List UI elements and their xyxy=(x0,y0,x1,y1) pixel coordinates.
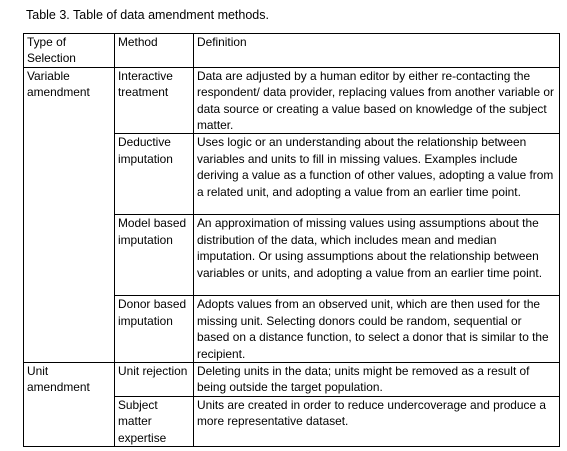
method-cell: Deductive imputation xyxy=(115,134,194,215)
method-cell: Unit rejection xyxy=(115,363,194,397)
table-row xyxy=(24,67,560,134)
table-caption: Table 3. Table of data amendment methods. xyxy=(26,8,269,22)
table-header-row xyxy=(24,34,560,68)
method-cell: Interactive treatment xyxy=(115,67,194,134)
definition-cell: Adopts values from an observed unit, which are then used for the missing unit. Selecting donors could be random, sequential or based on a distance function, to select a donor that is similar to the recipient. xyxy=(194,296,560,363)
definition-cell: Units are created in order to reduce undercoverage and produce a more representative dataset. xyxy=(194,396,560,446)
table-row xyxy=(24,134,560,215)
header-definition: Definition xyxy=(194,34,560,68)
table-row xyxy=(24,296,560,363)
table-row xyxy=(24,396,560,446)
type-cell xyxy=(24,215,115,296)
type-cell xyxy=(24,396,115,446)
method-cell: Model based imputation xyxy=(115,215,194,296)
type-cell xyxy=(24,296,115,363)
table-row xyxy=(24,215,560,296)
table-row xyxy=(24,363,560,397)
definition-cell: Uses logic or an understanding about the relationship between variables and units to fill in missing values. Examples include deriving a value as a function of other values, adopting a value from a related unit, and adopting a value from an earlier time point. xyxy=(194,134,560,215)
type-cell xyxy=(24,134,115,215)
type-cell: Unit amendment xyxy=(24,363,115,397)
method-cell: Subject matter expertise xyxy=(115,396,194,446)
definition-cell: An approximation of missing values using assumptions about the distribution of the data, which includes mean and median imputation. Or using assumptions about the relationship between variables or units, and adopting a value from an earlier time point. xyxy=(194,215,560,296)
type-cell: Variable amendment xyxy=(24,67,115,134)
definition-cell: Data are adjusted by a human editor by either re-contacting the respondent/ data provider, replacing values from another variable or data source or creating a value based on knowledge of the subject matter. xyxy=(194,67,560,134)
amendment-methods-table xyxy=(23,33,560,447)
method-cell: Donor based imputation xyxy=(115,296,194,363)
definition-cell: Deleting units in the data; units might be removed as a result of being outside the target population. xyxy=(194,363,560,397)
header-method: Method xyxy=(115,34,194,68)
header-type-of-selection: Type of Selection xyxy=(24,34,115,68)
